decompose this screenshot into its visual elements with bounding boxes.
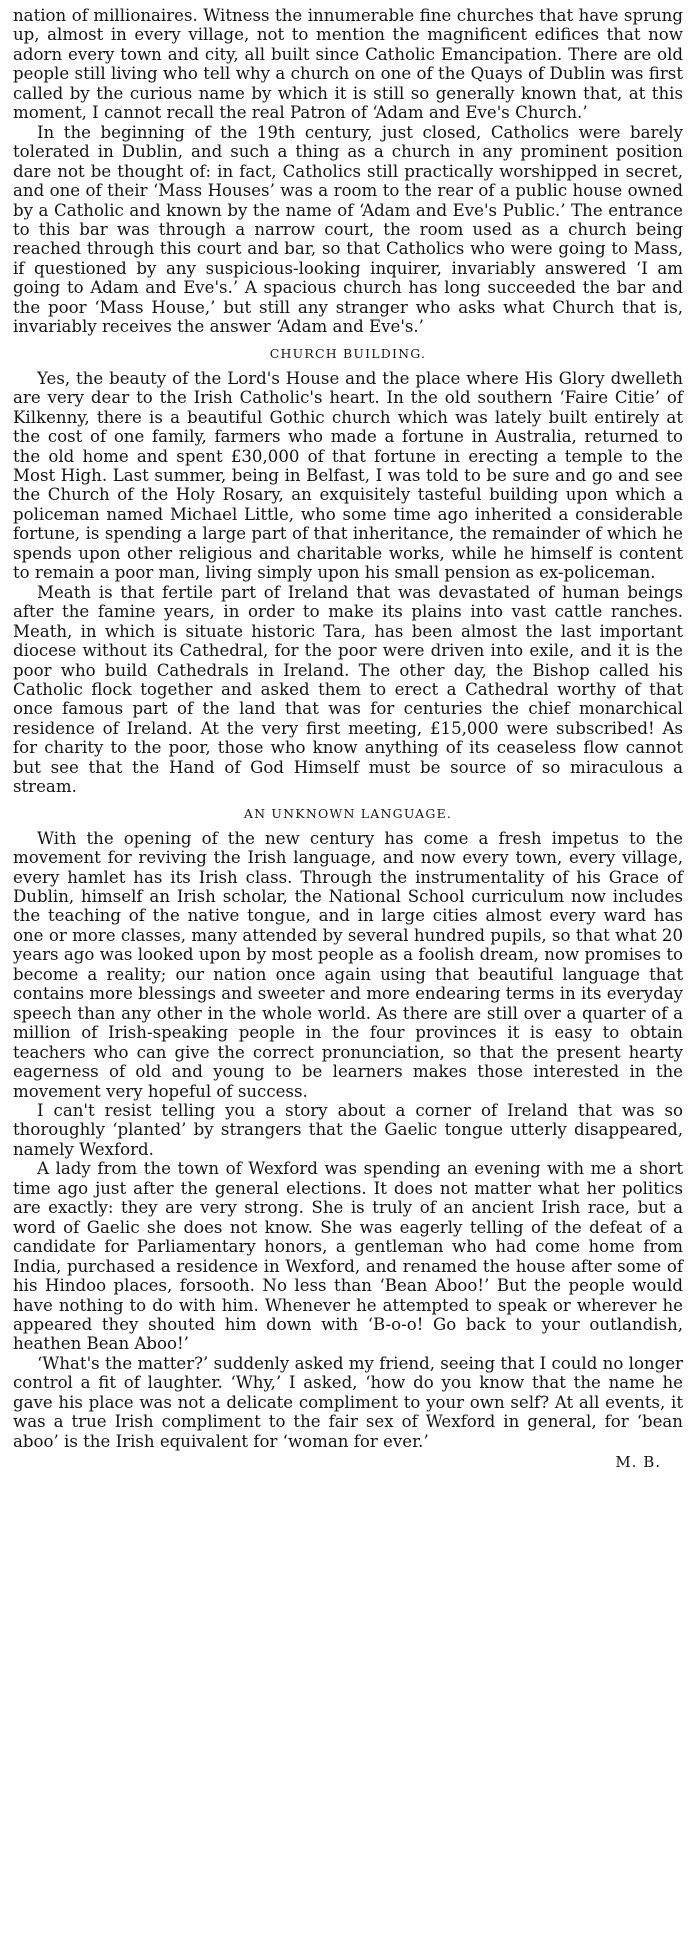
paragraph: ‘What's the matter?’ suddenly asked my friend, seeing that I could no longer control a fit of laughter. ‘Why,’ I asked, ‘how do you know that the name he gave his place was not a delicate compliment to your own self? At all events, it was a true Irish compliment to the fair sex of Wexford in general, for ‘bean aboo’ is the Irish equivalent for ‘woman for ever.’ [13, 1353, 683, 1451]
paragraph: A lady from the town of Wexford was spending an evening with me a short time ago just after the general elections. It does not matter what her politics are exactly: they are very strong. She is truly of an ancient Irish race, but a word of Gaelic she does not know. She was eagerly telling of the defeat of a candidate for Parliamentary honors, a gentleman who had come home from India, purchased a residence in Wexford, and renamed the house after some of his Hindoo places, forsooth. No less than ‘Bean Aboo!’ But the people would have nothing to do with him. Whenever he attempted to speak or wherever he appeared they shouted him down with ‘B-o-o! Go back to your outlandish, heathen Bean Aboo!’ [13, 1159, 683, 1354]
article-body [13, 6, 683, 1471]
section-heading-unknown-language: AN UNKNOWN LANGUAGE. [243, 805, 453, 821]
paragraph: nation of millionaires. Witness the innumerable fine churches that have sprung up, almost in every village, not to mention the magnificent edifices that now adorn every town and city, all built since Catholic Emancipation. There are old people still living who tell why a church on one of the Quays of Dublin was first called by the curious name by which it is still so generally known that, at this moment, I cannot recall the real Patron of ‘Adam and Eve's Church.’ [13, 6, 683, 123]
paragraph: In the beginning of the 19th century, just closed, Catholics were barely tolerated in Dublin, and such a thing as a church in any prominent position dare not be thought of: in fact, Catholics still practically worshipped in secret, and one of their ‘Mass Houses’ was a room to the rear of a public house owned by a Catholic and known by the name of ‘Adam and Eve's Public.’ The entrance to this bar was through a narrow court, the room used as a church being reached through this court and bar, so that Catholics who were going to Mass, if questioned by any suspicious-looking inquirer, invariably answered ‘I am going to Adam and Eve's.’ A spacious church has long succeeded the bar and the poor ‘Mass House,’ but still any stranger who asks what Church that is, invariably receives the answer ‘Adam and Eve's.’ [13, 122, 683, 337]
author-signature: M. B. [615, 1453, 661, 1472]
paragraph: Meath is that fertile part of Ireland that was devastated of human beings after the famine years, in order to make its plains into vast cattle ranches. Meath, in which is situate historic Tara, has been almost the last important diocese without its Cathedral, for the poor were driven into exile, and it is the poor who build Cathedrals in Ireland. The other day, the Bishop called his Catholic flock together and asked them to erect a Cathedral worthy of that once famous part of the land that was for centuries the chief monarchical residence of Ireland. At the very first meeting, £15,000 were subscribed! As for charity to the poor, those who know anything of its ceaseless flow cannot but see that the Hand of God Himself must be source of so miraculous a stream. [13, 582, 683, 797]
paragraph: Yes, the beauty of the Lord's House and the place where His Glory dwelleth are very dear to the Irish Catholic's heart. In the old southern ‘Faire Citie’ of Kilkenny, there is a beautiful Gothic church which was lately built entirely at the cost of one family, farmers who made a fortune in Australia, returned to the old home and spent £30,000 of that fortune in erecting a temple to the Most High. Last summer, being in Belfast, I was told to be sure and go and see the Church of the Holy Rosary, an exquisitely tasteful building upon which a policeman named Michael Little, who some time ago inherited a considerable fortune, is spending a large part of that inheritance, the remainder of which he spends upon other religious and charitable works, while he himself is content to remain a poor man, living simply upon his small pension as ex-policeman. [13, 368, 683, 583]
paragraph: I can't resist telling you a story about a corner of Ireland that was so thoroughly ‘planted’ by strangers that the Gaelic tongue utterly disappeared, namely Wexford. [13, 1101, 683, 1159]
paragraph: With the opening of the new century has come a fresh impetus to the movement for reviving the Irish language, and now every town, every village, every hamlet has its Irish class. Through the instrumentality of his Grace of Dublin, himself an Irish scholar, the National School curriculum now includes the teaching of the native tongue, and in large cities almost every ward has one or more classes, many attended by several hundred pupils, so that what 20 years ago was looked upon by most people as a foolish dream, now promises to become a reality; our nation once again using that beautiful language that contains more blessings and sweeter and more endearing terms in its everyday speech than any other in the whole world. As there are still over a quarter of a million of Irish-speaking people in the four provinces it is easy to obtain teachers who can give the correct pronunciation, so that the present hearty eagerness of old and young to be learners makes those interested in the movement very hopeful of success. [13, 828, 683, 1101]
section-heading-church-building: CHURCH BUILDING. [269, 345, 427, 361]
